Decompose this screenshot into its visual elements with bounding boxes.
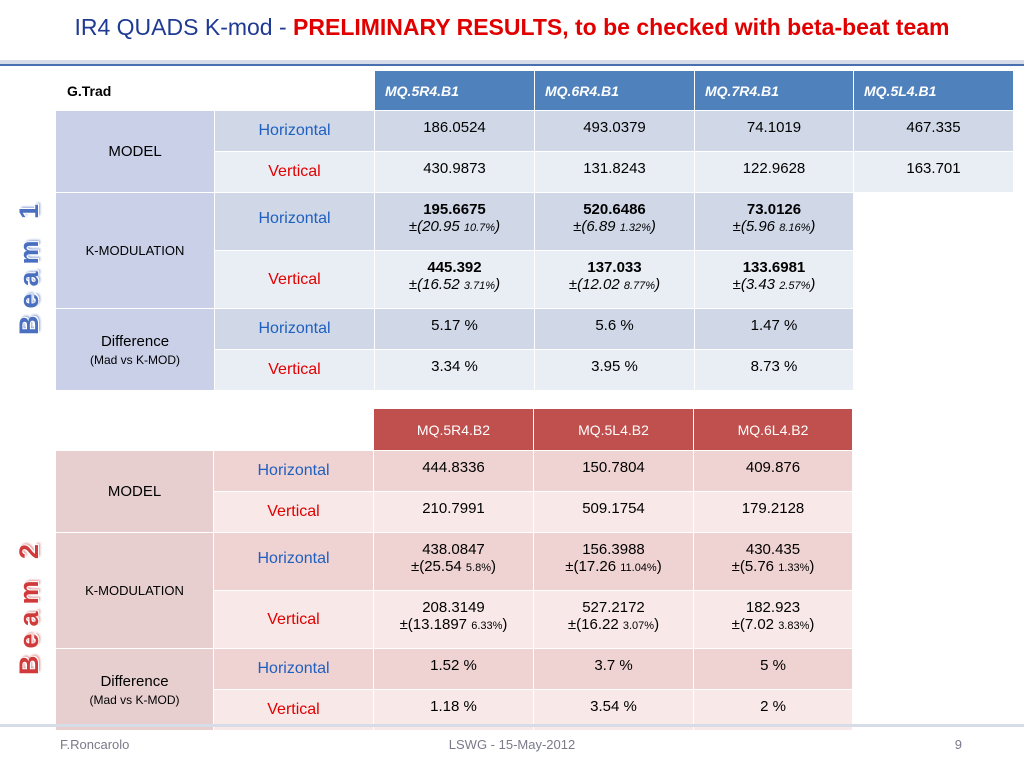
kmod-cell (534, 533, 694, 591)
plane-label-vertical: Vertical (214, 591, 374, 649)
table-cell: 5 % (694, 649, 853, 690)
kmod-value: 195.6675 (423, 201, 486, 218)
kmod-error: ±(13.1897 6.33%) (399, 616, 508, 633)
beam2-side-label: Beam 2 (14, 536, 44, 676)
plane-label-vertical: Vertical (214, 492, 374, 533)
table-cell: 3.95 % (535, 350, 695, 391)
kmod-cell (694, 533, 853, 591)
table-cell: 122.9628 (695, 152, 854, 193)
kmod-error: ±(17.26 11.04%) (565, 558, 662, 575)
kmod-cell (535, 251, 695, 309)
table-cell: 3.54 % (534, 690, 694, 731)
plane-label-horizontal: Horizontal (214, 451, 374, 492)
empty-cell (854, 251, 1014, 309)
footer-author: F.Roncarolo (60, 737, 130, 752)
table-cell: 5.6 % (535, 309, 695, 350)
empty-cell (854, 350, 1014, 391)
beam2-table (55, 408, 853, 731)
table-cell: 150.7804 (534, 451, 694, 492)
kmod-cell (374, 591, 534, 649)
kmod-value: 133.6981 (742, 259, 806, 276)
empty-cell (854, 193, 1014, 251)
group-label-kmod: K-MODULATION (56, 193, 215, 309)
table-cell: 2 % (694, 690, 853, 731)
table-cell: 3.34 % (375, 350, 535, 391)
plane-label-horizontal: Horizontal (215, 111, 375, 152)
table-cell: 5.17 % (375, 309, 535, 350)
kmod-error: ±(7.02 3.83%) (731, 616, 815, 633)
plane-label-vertical: Vertical (214, 690, 374, 731)
table-cell: 1.52 % (374, 649, 534, 690)
kmod-error: ±(5.96 8.16%) (732, 218, 816, 235)
kmod-value: 520.6486 (583, 201, 646, 218)
kmod-value: 527.2172 (582, 599, 645, 616)
plane-label-horizontal: Horizontal (215, 309, 375, 350)
column-header: MQ.5R4.B2 (374, 409, 534, 451)
kmod-cell (695, 193, 854, 251)
table-cell: 163.701 (854, 152, 1014, 193)
group-label-model: MODEL (56, 111, 215, 193)
kmod-cell (694, 591, 853, 649)
column-header: MQ.6L4.B2 (694, 409, 853, 451)
group-label-kmod: K-MODULATION (56, 533, 214, 649)
plane-label-horizontal: Horizontal (214, 533, 374, 591)
table-cell: 179.2128 (694, 492, 853, 533)
empty-cell (854, 309, 1014, 350)
footer-divider (0, 724, 1024, 727)
slide-title (0, 14, 1024, 41)
plane-label-vertical: Vertical (215, 152, 375, 193)
kmod-value: 438.0847 (422, 541, 485, 558)
table-cell: 444.8336 (374, 451, 534, 492)
table-cell: 430.9873 (375, 152, 535, 193)
kmod-error: ±(16.22 3.07%) (567, 616, 660, 633)
kmod-value: 208.3149 (422, 599, 485, 616)
kmod-error: ±(12.02 8.77%) (568, 276, 661, 293)
table-cell: 8.73 % (695, 350, 854, 391)
title-divider-accent (0, 64, 1024, 66)
difference-sublabel: (Mad vs K-MOD) (89, 692, 180, 707)
beam1-side-label: Beam 1 (14, 196, 44, 336)
column-header: MQ.5R4.B1 (375, 71, 535, 111)
title-prefix: IR4 QUADS K-mod - (74, 14, 294, 40)
table-cell: 3.7 % (534, 649, 694, 690)
kmod-cell (535, 193, 695, 251)
column-header: MQ.5L4.B1 (854, 71, 1014, 111)
table-cell: 1.47 % (695, 309, 854, 350)
table-cell: 210.7991 (374, 492, 534, 533)
table-cell: 131.8243 (535, 152, 695, 193)
kmod-error: ±(25.54 5.8%) (410, 558, 496, 575)
kmod-cell (374, 533, 534, 591)
plane-label-horizontal: Horizontal (215, 193, 375, 251)
plane-label-vertical: Vertical (215, 251, 375, 309)
footer-page-number: 9 (954, 737, 962, 752)
difference-label: Difference (100, 672, 169, 690)
table-cell: 509.1754 (534, 492, 694, 533)
plane-label-horizontal: Horizontal (214, 649, 374, 690)
kmod-error: ±(20.95 10.7%) (408, 218, 501, 235)
kmod-error: ±(3.43 2.57%) (732, 276, 816, 293)
table-cell: 467.335 (854, 111, 1014, 152)
kmod-cell (534, 591, 694, 649)
table-cell: 409.876 (694, 451, 853, 492)
corner-label: G.Trad (56, 71, 375, 111)
title-highlight: PRELIMINARY RESULTS, to be checked with beta-beat team (293, 14, 950, 40)
group-label-difference (56, 309, 215, 391)
difference-sublabel: (Mad vs K-MOD) (90, 352, 180, 367)
table-cell: 493.0379 (535, 111, 695, 152)
kmod-cell (375, 193, 535, 251)
kmod-value: 445.392 (427, 259, 482, 276)
footer-event: LSWG - 15-May-2012 (448, 737, 576, 752)
column-header: MQ.7R4.B1 (695, 71, 854, 111)
kmod-value: 430.435 (745, 541, 801, 558)
kmod-error: ±(5.76 1.33%) (731, 558, 815, 575)
table-cell: 1.18 % (374, 690, 534, 731)
table-cell: 74.1019 (695, 111, 854, 152)
kmod-cell (375, 251, 535, 309)
beam1-table (55, 70, 1014, 391)
kmod-error: ±(6.89 1.32%) (573, 218, 656, 235)
empty-corner (56, 409, 374, 451)
kmod-value: 156.3988 (582, 541, 645, 558)
kmod-cell (695, 251, 854, 309)
kmod-error: ±(16.52 3.71%) (408, 276, 501, 293)
kmod-value: 137.033 (587, 259, 642, 276)
kmod-value: 73.0126 (746, 201, 802, 218)
table-cell: 186.0524 (375, 111, 535, 152)
column-header: MQ.5L4.B2 (534, 409, 694, 451)
group-label-model: MODEL (56, 451, 214, 533)
plane-label-vertical: Vertical (215, 350, 375, 391)
difference-label: Difference (100, 332, 170, 350)
kmod-value: 182.923 (745, 599, 801, 616)
column-header: MQ.6R4.B1 (535, 71, 695, 111)
group-label-difference (56, 649, 214, 731)
